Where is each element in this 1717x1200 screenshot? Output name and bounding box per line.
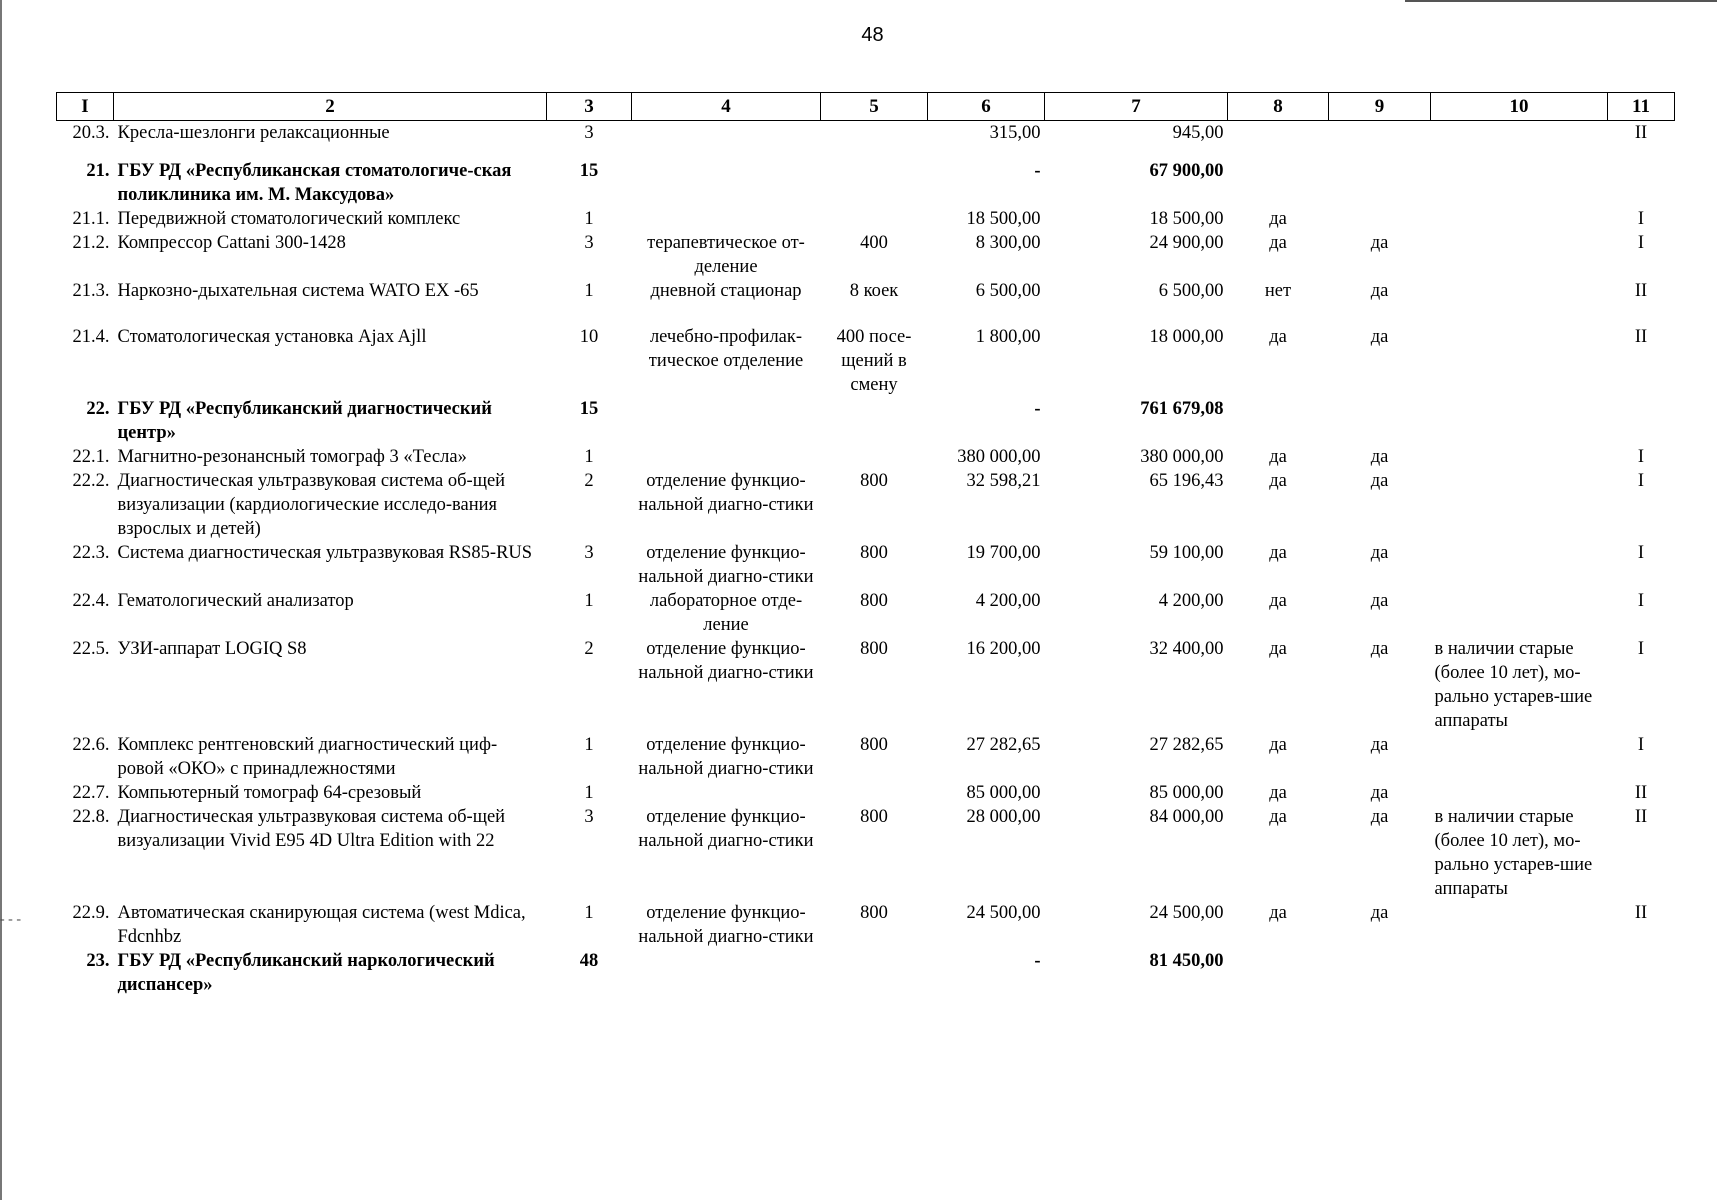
quantity: 2 bbox=[584, 471, 594, 491]
col9-value: да bbox=[1370, 903, 1389, 923]
quantity: 1 bbox=[584, 735, 594, 755]
capacity bbox=[821, 445, 928, 469]
col9-value: да bbox=[1370, 327, 1389, 347]
note bbox=[1431, 279, 1608, 303]
note bbox=[1431, 207, 1608, 231]
col-header-10: 10 bbox=[1431, 93, 1608, 121]
table-row bbox=[57, 445, 1675, 469]
item-name: Комплекс рентгеновский диагностический циф-ровой «ОКО» с принадлежностями bbox=[117, 735, 498, 779]
total-cost: 81 450,00 bbox=[1149, 951, 1224, 971]
quantity: 3 bbox=[584, 123, 594, 143]
item-name: Стоматологическая установка Ajax Ajll bbox=[117, 327, 427, 347]
table-row bbox=[57, 279, 1675, 303]
category: I bbox=[1637, 735, 1645, 755]
col9-value: да bbox=[1370, 447, 1389, 467]
unit-price: 24 500,00 bbox=[966, 903, 1041, 923]
page-number: 48 bbox=[861, 24, 884, 46]
category: II bbox=[1634, 123, 1648, 143]
capacity: 800 bbox=[860, 543, 888, 563]
col8-value: да bbox=[1269, 735, 1287, 755]
category: I bbox=[1637, 639, 1645, 659]
col-header-11: 11 bbox=[1608, 93, 1675, 121]
col9-value: да bbox=[1370, 735, 1389, 755]
spacer-cell bbox=[57, 303, 1675, 325]
col8-value: да bbox=[1269, 543, 1287, 563]
table-row bbox=[57, 121, 1675, 146]
capacity: 8 коек bbox=[849, 281, 899, 301]
item-name: Автоматическая сканирующая система (west Mdica, Fdcnhbz bbox=[117, 903, 526, 947]
spacer-cell bbox=[57, 145, 1675, 159]
department bbox=[632, 159, 821, 207]
col9-value: да bbox=[1370, 281, 1389, 301]
department bbox=[632, 445, 821, 469]
spacer-row bbox=[57, 303, 1675, 325]
note bbox=[1431, 469, 1608, 541]
total-cost: 59 100,00 bbox=[1149, 543, 1224, 563]
col9-value: да bbox=[1370, 591, 1389, 611]
unit-price: - bbox=[1034, 399, 1041, 419]
department: отделение функцио-нальной диагно-стики bbox=[638, 471, 814, 515]
unit-price: 18 500,00 bbox=[966, 209, 1041, 229]
col8-value: да bbox=[1269, 807, 1287, 827]
col-header-7: 7 bbox=[1045, 93, 1228, 121]
item-name: ГБУ РД «Республиканский наркологический диспансер» bbox=[117, 951, 495, 995]
unit-price: 6 500,00 bbox=[975, 281, 1041, 301]
quantity: 1 bbox=[584, 447, 594, 467]
col-header-1: I bbox=[57, 93, 114, 121]
table-row bbox=[57, 325, 1675, 397]
row-number: 22.1. bbox=[72, 447, 110, 467]
col-header-4: 4 bbox=[632, 93, 821, 121]
col8-value: да bbox=[1269, 327, 1287, 347]
unit-price: 28 000,00 bbox=[966, 807, 1041, 827]
category bbox=[1608, 397, 1675, 445]
total-cost: 65 196,43 bbox=[1149, 471, 1224, 491]
col8-value: да bbox=[1269, 639, 1287, 659]
department bbox=[632, 781, 821, 805]
row-number: 21. bbox=[86, 161, 110, 181]
col8-value: да bbox=[1269, 209, 1287, 229]
capacity: 800 bbox=[860, 471, 888, 491]
total-cost: 18 500,00 bbox=[1149, 209, 1224, 229]
note bbox=[1431, 589, 1608, 637]
col9-value: да bbox=[1370, 783, 1389, 803]
note bbox=[1431, 733, 1608, 781]
unit-price: 315,00 bbox=[989, 123, 1041, 143]
department: лабораторное отде-ление bbox=[649, 591, 803, 635]
unit-price: 380 000,00 bbox=[957, 447, 1041, 467]
department: отделение функцио-нальной диагно-стики bbox=[638, 543, 814, 587]
total-cost: 27 282,65 bbox=[1149, 735, 1224, 755]
item-name: Передвижной стоматологический комплекс bbox=[117, 209, 461, 229]
category: II bbox=[1634, 903, 1648, 923]
capacity bbox=[821, 159, 928, 207]
col8-value: да bbox=[1269, 233, 1287, 253]
total-cost: 32 400,00 bbox=[1149, 639, 1224, 659]
table-row bbox=[57, 207, 1675, 231]
unit-price: 32 598,21 bbox=[966, 471, 1041, 491]
table-row bbox=[57, 733, 1675, 781]
note bbox=[1431, 781, 1608, 805]
item-name: Система диагностическая ультразвуковая RS85-RUS bbox=[117, 543, 533, 563]
note: в наличии старые (более 10 лет), мо-рально устарев-шие аппараты bbox=[1434, 639, 1593, 731]
table-row bbox=[57, 397, 1675, 445]
category: I bbox=[1637, 233, 1645, 253]
col9-value: да bbox=[1370, 807, 1389, 827]
total-cost: 6 500,00 bbox=[1158, 281, 1224, 301]
quantity: 3 bbox=[584, 543, 594, 563]
category: I bbox=[1637, 591, 1645, 611]
table-row bbox=[57, 159, 1675, 207]
capacity: 800 bbox=[860, 903, 888, 923]
table-row bbox=[57, 589, 1675, 637]
note bbox=[1431, 949, 1608, 997]
department: отделение функцио-нальной диагно-стики bbox=[638, 807, 814, 851]
row-number: 22.5. bbox=[72, 639, 110, 659]
capacity: 800 bbox=[860, 735, 888, 755]
unit-price: 8 300,00 bbox=[975, 233, 1041, 253]
item-name: УЗИ-аппарат LOGIQ S8 bbox=[117, 639, 307, 659]
capacity bbox=[821, 949, 928, 997]
row-number: 22.6. bbox=[72, 735, 110, 755]
capacity: 800 bbox=[860, 807, 888, 827]
row-number: 22.9. bbox=[72, 903, 110, 923]
department: отделение функцио-нальной диагно-стики bbox=[638, 735, 814, 779]
col9-value bbox=[1329, 397, 1431, 445]
item-name: ГБУ РД «Республиканская стоматологиче-ская поликлиника им. М. Максудова» bbox=[117, 161, 512, 205]
unit-price: 27 282,65 bbox=[966, 735, 1041, 755]
department: лечебно-профилак-тическое отделение bbox=[648, 327, 804, 371]
quantity: 3 bbox=[584, 807, 594, 827]
category: I bbox=[1637, 471, 1645, 491]
col8-value: да bbox=[1269, 591, 1287, 611]
col9-value bbox=[1329, 159, 1431, 207]
department bbox=[632, 397, 821, 445]
note bbox=[1431, 541, 1608, 589]
capacity: 400 bbox=[860, 233, 888, 253]
col8-value: да bbox=[1269, 903, 1287, 923]
table-row bbox=[57, 781, 1675, 805]
category: I bbox=[1637, 447, 1645, 467]
total-cost: 84 000,00 bbox=[1149, 807, 1224, 827]
col9-value bbox=[1329, 949, 1431, 997]
category: I bbox=[1637, 543, 1645, 563]
category: II bbox=[1634, 807, 1648, 827]
quantity: 1 bbox=[584, 903, 594, 923]
total-cost: 761 679,08 bbox=[1140, 399, 1224, 419]
unit-price: 16 200,00 bbox=[966, 639, 1041, 659]
header-row bbox=[57, 93, 1675, 121]
quantity: 15 bbox=[579, 399, 599, 419]
col9-value bbox=[1329, 207, 1431, 231]
total-cost: 945,00 bbox=[1172, 123, 1224, 143]
col9-value: да bbox=[1370, 543, 1389, 563]
item-name: Кресла-шезлонги релаксационные bbox=[117, 123, 390, 143]
note bbox=[1431, 901, 1608, 949]
quantity: 1 bbox=[584, 281, 594, 301]
row-number: 22.8. bbox=[72, 807, 110, 827]
department: дневной стационар bbox=[650, 281, 802, 301]
note bbox=[1431, 231, 1608, 279]
item-name: Компрессор Cattani 300-1428 bbox=[117, 233, 346, 253]
col9-value: да bbox=[1370, 233, 1389, 253]
note bbox=[1431, 121, 1608, 146]
category bbox=[1608, 159, 1675, 207]
category: II bbox=[1634, 783, 1648, 803]
capacity bbox=[821, 781, 928, 805]
note: в наличии старые (более 10 лет), мо-рально устарев-шие аппараты bbox=[1434, 807, 1593, 899]
col8-value: да bbox=[1269, 471, 1287, 491]
quantity: 48 bbox=[579, 951, 599, 971]
row-number: 21.1. bbox=[72, 209, 110, 229]
table-row bbox=[57, 469, 1675, 541]
capacity: 800 bbox=[860, 591, 888, 611]
table-row bbox=[57, 541, 1675, 589]
total-cost: 67 900,00 bbox=[1149, 161, 1224, 181]
col8-value: да bbox=[1269, 447, 1287, 467]
item-name: Наркозно-дыхательная система WATO EX -65 bbox=[117, 281, 479, 301]
category: II bbox=[1634, 327, 1648, 347]
col9-value bbox=[1329, 121, 1431, 146]
capacity: 400 посе-щений в смену bbox=[836, 327, 912, 395]
note bbox=[1431, 397, 1608, 445]
total-cost: 18 000,00 bbox=[1149, 327, 1224, 347]
equipment-table bbox=[56, 92, 1675, 997]
table-body bbox=[57, 121, 1675, 998]
total-cost: 4 200,00 bbox=[1158, 591, 1224, 611]
department bbox=[632, 949, 821, 997]
quantity: 1 bbox=[584, 591, 594, 611]
capacity bbox=[821, 207, 928, 231]
col9-value: да bbox=[1370, 639, 1389, 659]
col-header-9: 9 bbox=[1329, 93, 1431, 121]
capacity bbox=[821, 397, 928, 445]
note bbox=[1431, 445, 1608, 469]
col8-value: нет bbox=[1264, 281, 1292, 301]
item-name: Компьютерный томограф 64-срезовый bbox=[117, 783, 422, 803]
total-cost: 24 900,00 bbox=[1149, 233, 1224, 253]
note bbox=[1431, 159, 1608, 207]
category: I bbox=[1637, 209, 1645, 229]
quantity: 1 bbox=[584, 783, 594, 803]
table-row bbox=[57, 805, 1675, 901]
note bbox=[1431, 325, 1608, 397]
table-row bbox=[57, 637, 1675, 733]
item-name: Диагностическая ультразвуковая система об-щей визуализации Vivid E95 4D Ultra Edition with 22 bbox=[117, 807, 506, 851]
unit-price: 19 700,00 bbox=[966, 543, 1041, 563]
department: отделение функцио-нальной диагно-стики bbox=[638, 903, 814, 947]
quantity: 3 bbox=[584, 233, 594, 253]
col-header-2: 2 bbox=[114, 93, 547, 121]
quantity: 10 bbox=[579, 327, 599, 347]
col8-value bbox=[1228, 397, 1329, 445]
total-cost: 24 500,00 bbox=[1149, 903, 1224, 923]
col-header-8: 8 bbox=[1228, 93, 1329, 121]
scan-edge-line bbox=[0, 0, 2, 1200]
col8-value bbox=[1228, 121, 1329, 146]
unit-price: - bbox=[1034, 161, 1041, 181]
table-row bbox=[57, 949, 1675, 997]
row-number: 21.2. bbox=[72, 233, 110, 253]
row-number: 21.4. bbox=[72, 327, 110, 347]
item-name: Диагностическая ультразвуковая система об-щей визуализации (кардиологические исследо-вания взрослых и детей) bbox=[117, 471, 506, 539]
unit-price: - bbox=[1034, 951, 1041, 971]
item-name: ГБУ РД «Республиканский диагностический центр» bbox=[117, 399, 492, 443]
department: отделение функцио-нальной диагно-стики bbox=[638, 639, 814, 683]
quantity: 2 bbox=[584, 639, 594, 659]
category bbox=[1608, 949, 1675, 997]
quantity: 1 bbox=[584, 209, 594, 229]
row-number: 22. bbox=[86, 399, 110, 419]
spacer-row bbox=[57, 145, 1675, 159]
col-header-6: 6 bbox=[928, 93, 1045, 121]
row-number: 20.3. bbox=[72, 123, 110, 143]
capacity: 800 bbox=[860, 639, 888, 659]
total-cost: 85 000,00 bbox=[1149, 783, 1224, 803]
col8-value bbox=[1228, 949, 1329, 997]
col8-value: да bbox=[1269, 783, 1287, 803]
table-row bbox=[57, 901, 1675, 949]
item-name: Магнитно-резонансный томограф 3 «Тесла» bbox=[117, 447, 467, 467]
col-header-3: 3 bbox=[547, 93, 632, 121]
col8-value bbox=[1228, 159, 1329, 207]
item-name: Гематологический анализатор bbox=[117, 591, 354, 611]
row-number: 22.3. bbox=[72, 543, 110, 563]
row-number: 22.4. bbox=[72, 591, 110, 611]
department: терапевтическое от-деление bbox=[647, 233, 805, 277]
unit-price: 1 800,00 bbox=[975, 327, 1041, 347]
row-number: 23. bbox=[86, 951, 110, 971]
scan-top-line bbox=[1405, 0, 1717, 2]
col9-value: да bbox=[1370, 471, 1389, 491]
capacity bbox=[821, 121, 928, 146]
row-number: 22.2. bbox=[72, 471, 110, 491]
col-header-5: 5 bbox=[821, 93, 928, 121]
department bbox=[632, 121, 821, 146]
scan-mark: - - - bbox=[0, 912, 21, 927]
row-number: 21.3. bbox=[72, 281, 110, 301]
total-cost: 380 000,00 bbox=[1140, 447, 1224, 467]
department bbox=[632, 207, 821, 231]
unit-price: 85 000,00 bbox=[966, 783, 1041, 803]
category: II bbox=[1634, 281, 1648, 301]
row-number: 22.7. bbox=[72, 783, 110, 803]
table-row bbox=[57, 231, 1675, 279]
unit-price: 4 200,00 bbox=[975, 591, 1041, 611]
quantity: 15 bbox=[579, 161, 599, 181]
